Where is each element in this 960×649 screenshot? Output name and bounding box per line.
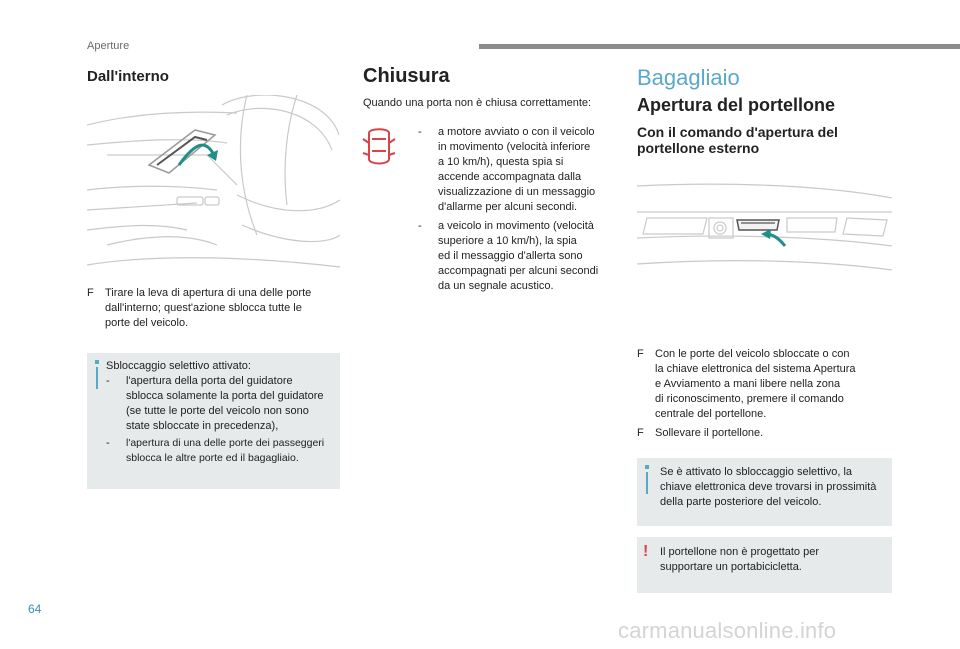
subsection-title-apertura: Apertura del portellone (637, 95, 836, 115)
section-title-bagagliaio: Bagagliaio (637, 65, 740, 90)
bullet-marker: F (637, 348, 644, 360)
warning-exclamation-icon: ! (643, 543, 649, 560)
bullet-marker: F (637, 427, 644, 439)
header-section-label: Aperture (87, 40, 130, 52)
info-icon (95, 360, 99, 364)
interior-door-handle-illustration (87, 95, 340, 273)
info-bar (646, 472, 648, 494)
instruction-lift-tailgate: F Sollevare il portellone. (637, 427, 764, 439)
header-bar (479, 44, 960, 49)
door-open-warning-lamp-icon (359, 125, 399, 169)
section-title-chiusura: Chiusura (363, 65, 450, 87)
note-heading: Sbloccaggio selettivo attivato: (106, 360, 251, 372)
selective-unlock-note: Sbloccaggio selettivo attivato: - l'apertura della porta del guidatore sblocca solamente la porta del guidatore (se tutte le porte del veicolo non sono state sbloccate in precedenza), - l'apertura di una delle porte dei passeggeri sblocca le altre porte ed il bagagliaio. (87, 353, 340, 489)
text-line: Tirare la leva di apertura di una delle porte (105, 287, 312, 299)
page-number: 64 (28, 602, 42, 616)
text-line: dall'interno; quest'azione sblocca tutte le (105, 302, 302, 314)
bullet-marker: F (87, 287, 94, 299)
tailgate-control-illustration (637, 178, 892, 290)
info-icon (645, 465, 649, 469)
text-line: porte del veicolo. (105, 317, 189, 329)
subsection-subtitle-comando: Con il comando d'apertura del portellone esterno (637, 124, 838, 156)
watermark: carmanualsonline.info (618, 618, 837, 643)
instruction-press-control: F Con le porte del veicolo sbloccate o con la chiave elettronica del sistema Apertura e Avviamento a mani libere nella zona di riconoscimento, premere il comando centrale del portellone. (637, 348, 856, 420)
bike-rack-warning-note: ! Il portellone non è progettato per supportare un portabicicletta. (637, 537, 892, 593)
instruction-open-from-inside (87, 286, 340, 331)
section-title-dallinterno: Dall'interno (87, 68, 169, 85)
selective-unlock-info-note: Se è attivato lo sbloccaggio selettivo, la chiave elettronica deve trovarsi in prossimità della parte posteriore del veicolo. (637, 458, 892, 526)
chiusura-intro: Quando una porta non è chiusa correttamente: (363, 97, 592, 109)
info-bar (96, 367, 98, 389)
